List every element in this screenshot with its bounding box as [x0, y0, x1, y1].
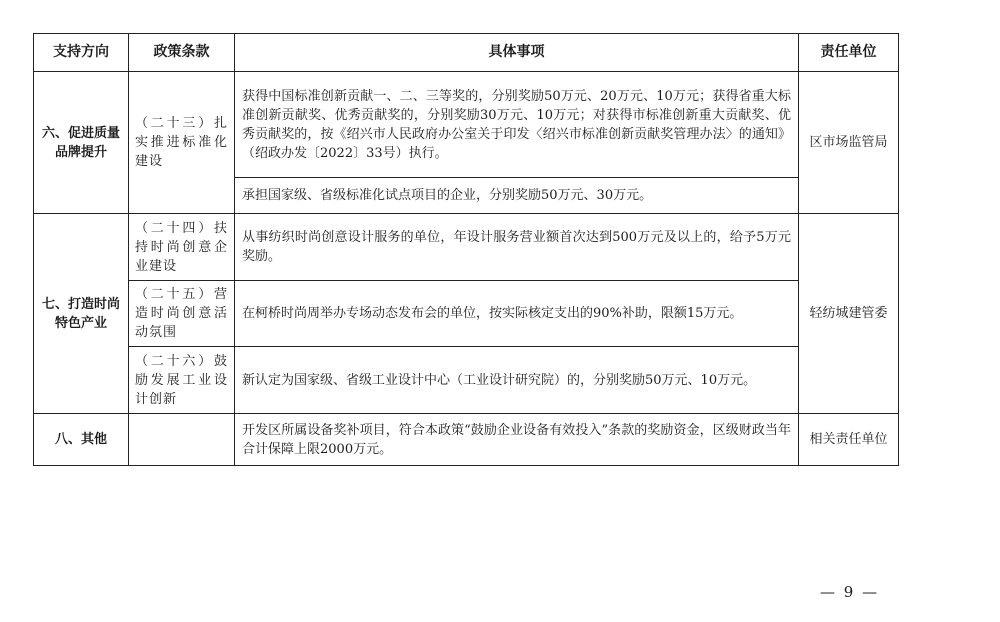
clause-cell: （二十五）营造时尚创意活动氛围 [129, 281, 235, 347]
table-row [34, 347, 899, 414]
item-cell: 获得中国标准创新贡献一、二、三等奖的，分别奖励50万元、20万元、10万元；获得省重大标准创新贡献奖、优秀贡献奖的，分别奖励30万元、10万元；对获得市标准创新重大贡献奖、优秀贡献奖的，按《绍兴市人民政府办公室关于印发〈绍兴市标准创新贡献奖管理办法〉的通知》（绍政办发〔2022〕33号）执行。 [235, 72, 799, 178]
header-direction: 支持方向 [34, 34, 129, 72]
unit-cell: 区市场监管局 [799, 72, 899, 214]
unit-cell: 轻纺城建管委 [799, 214, 899, 414]
item-cell: 开发区所属设备奖补项目，符合本政策“鼓励企业设备有效投入”条款的奖励资金，区级财政当年合计保障上限2000万元。 [235, 414, 799, 466]
clause-cell: （二十四）扶持时尚创意企业建设 [129, 214, 235, 281]
direction-cell: 七、打造时尚特色产业 [34, 214, 129, 414]
direction-cell: 六、促进质量品牌提升 [34, 72, 129, 214]
direction-cell: 八、其他 [34, 414, 129, 466]
header-items: 具体事项 [235, 34, 799, 72]
policy-table [33, 33, 899, 466]
table-header-row [34, 34, 899, 72]
item-cell: 从事纺织时尚创意设计服务的单位，年设计服务营业额首次达到500万元及以上的，给予5万元奖励。 [235, 214, 799, 281]
item-cell: 新认定为国家级、省级工业设计中心（工业设计研究院）的，分别奖励50万元、10万元。 [235, 347, 799, 414]
header-unit: 责任单位 [799, 34, 899, 72]
clause-cell: （二十六）鼓励发展工业设计创新 [129, 347, 235, 414]
table-row [34, 414, 899, 466]
item-cell: 承担国家级、省级标准化试点项目的企业，分别奖励50万元、30万元。 [235, 178, 799, 214]
header-clause: 政策条款 [129, 34, 235, 72]
unit-cell: 相关责任单位 [799, 414, 899, 466]
table-row [34, 281, 899, 347]
item-cell: 在柯桥时尚周举办专场动态发布会的单位，按实际核定支出的90%补助，限额15万元。 [235, 281, 799, 347]
page-number: — 9 — [820, 583, 880, 601]
table-row [34, 214, 899, 281]
table-row [34, 72, 899, 178]
clause-cell [129, 414, 235, 466]
clause-cell: （二十三）扎实推进标准化建设 [129, 72, 235, 214]
